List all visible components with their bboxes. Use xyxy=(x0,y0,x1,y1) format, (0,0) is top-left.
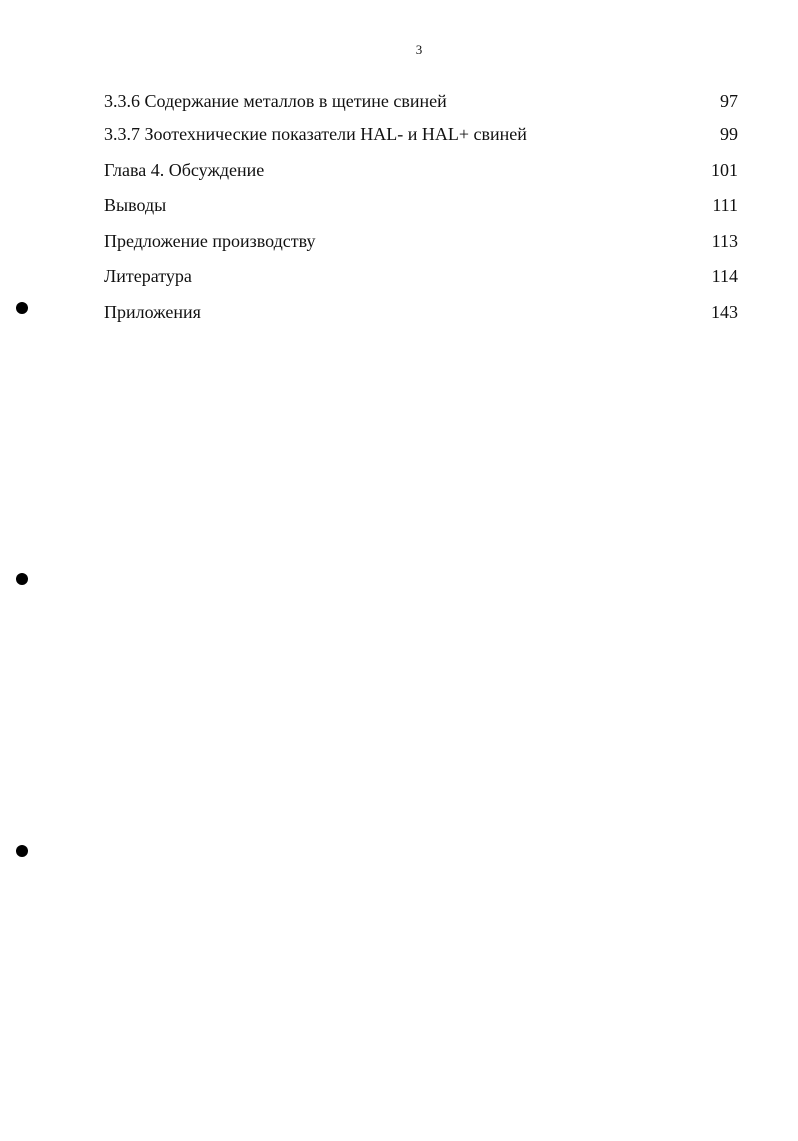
toc-entry xyxy=(104,121,738,157)
toc-entry xyxy=(104,263,738,299)
toc-entry xyxy=(104,299,738,335)
toc-entry-page: 111 xyxy=(712,195,738,215)
toc-entry-page: 114 xyxy=(711,266,738,286)
table-of-contents xyxy=(104,88,738,334)
page-number: 3 xyxy=(415,42,423,57)
toc-entry xyxy=(104,88,738,121)
toc-entry-page: 101 xyxy=(711,159,738,180)
toc-entry-page: 113 xyxy=(711,230,738,251)
toc-entry xyxy=(104,228,738,264)
binder-hole-mark xyxy=(16,573,28,585)
toc-entry-title: Выводы xyxy=(104,195,167,215)
toc-entry-page: 143 xyxy=(711,301,738,322)
binder-hole-mark xyxy=(16,302,28,314)
toc-entry-page: 99 xyxy=(720,124,738,144)
toc-entry-title: Глава 4. Обсуждение xyxy=(104,159,265,180)
toc-entry xyxy=(104,192,738,228)
toc-entry-page: 97 xyxy=(720,91,738,111)
toc-entry-title: 3.3.6 Содержание металлов в щетине свиней xyxy=(104,91,447,111)
toc-entry-title: 3.3.7 Зоотехнические показатели HAL- и HAL+ свиней xyxy=(104,124,527,144)
binder-hole-mark xyxy=(16,845,28,857)
toc-entry-title: Литература xyxy=(104,266,192,286)
toc-entry-title: Приложения xyxy=(104,301,201,322)
toc-entry xyxy=(104,157,738,193)
toc-entry-title: Предложение производству xyxy=(104,230,316,251)
